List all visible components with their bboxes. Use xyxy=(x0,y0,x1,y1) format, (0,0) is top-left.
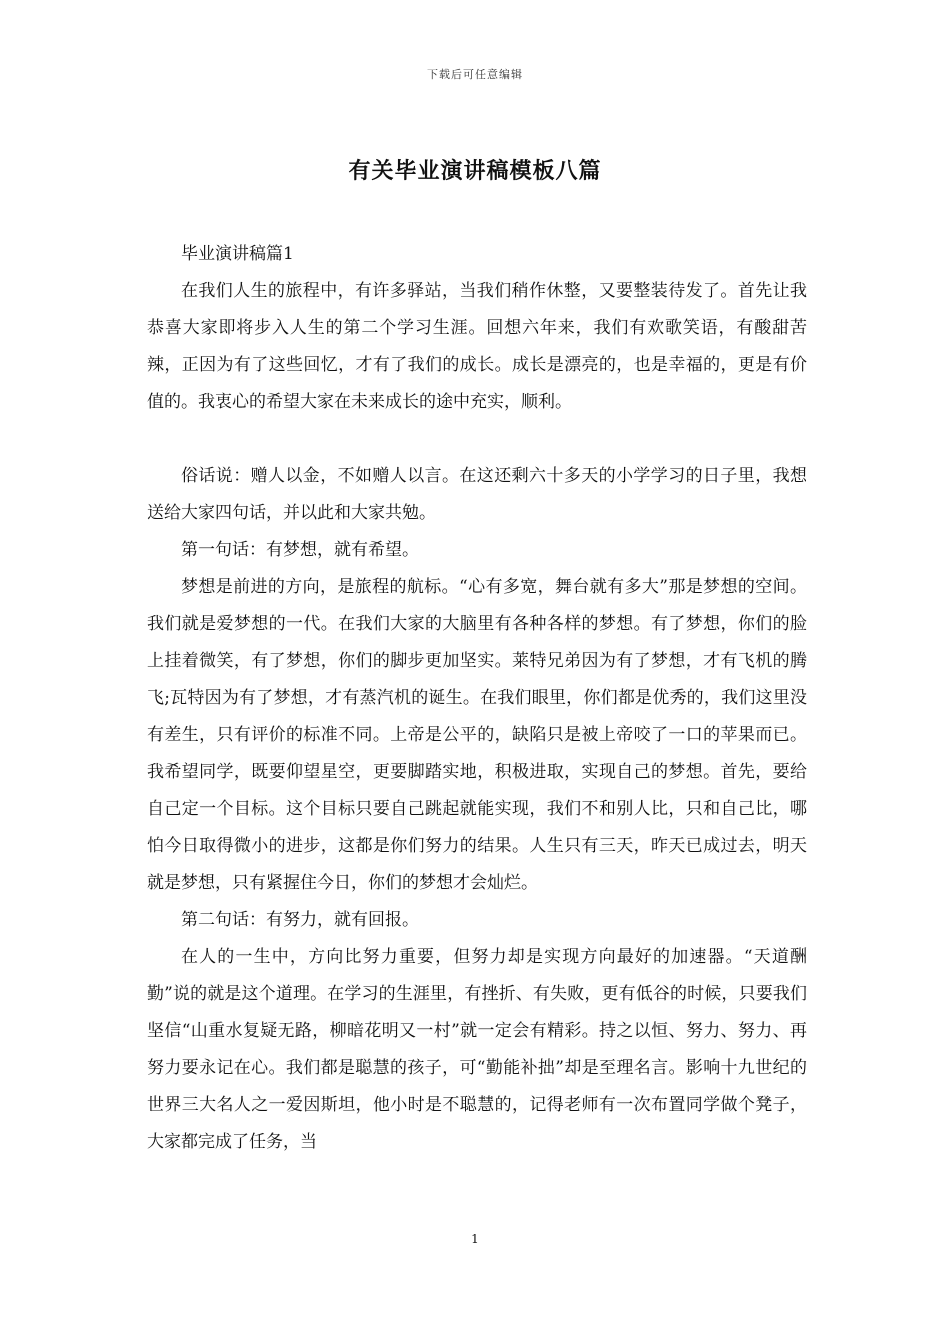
header-note: 下载后可任意编辑 xyxy=(427,68,523,81)
paragraph-dream: 梦想是前进的方向，是旅程的航标。“心有多宽，舞台就有多大”那是梦想的空间。我们就是爱梦想的一代。在我们大家的大脑里有各种各样的梦想。有了梦想，你们的脸上挂着微笑，有了梦想，你们的脚步更加坚实。莱特兄弟因为有了梦想，才有飞机的腾飞;瓦特因为有了梦想，才有蒸汽机的诞生。在我们眼里，你们都是优秀的，我们这里没有差生，只有评价的标准不同。上帝是公平的，缺陷只是被上帝咬了一口的苹果而已。我希望同学，既要仰望星空，更要脚踏实地，积极进取，实现自己的梦想。首先，要给自己定一个目标。这个目标只要自己跳起就能实现，我们不和别人比，只和自己比，哪怕今日取得微小的进步，这都是你们努力的结果。人生只有三天，昨天已成过去，明天就是梦想，只有紧握住今日，你们的梦想才会灿烂。 xyxy=(147,577,807,893)
page-number: 1 xyxy=(471,1232,479,1246)
point-two-heading: 第二句话：有努力，就有回报。 xyxy=(181,910,419,930)
document-body xyxy=(147,236,807,1161)
point-one-heading: 第一句话：有梦想，就有希望。 xyxy=(181,540,419,560)
section-heading: 毕业演讲稿篇1 xyxy=(181,244,294,264)
paragraph-opening: 在我们人生的旅程中，有许多驿站，当我们稍作休整，又要整装待发了。首先让我恭喜大家即将步入人生的第二个学习生涯。回想六年来，我们有欢歌笑语，有酸甜苦辣，正因为有了这些回忆，才有了我们的成长。成长是漂亮的，也是幸福的，更是有价值的。我衷心的希望大家在未来成长的途中充实，顺利。 xyxy=(147,281,807,412)
document-title: 有关毕业演讲稿模板八篇 xyxy=(348,158,602,184)
paragraph-effort: 在人的一生中，方向比努力重要，但努力却是实现方向最好的加速器。“天道酬勤”说的就是这个道理。在学习的生涯里，有挫折、有失败，更有低谷的时候，只要我们坚信“山重水复疑无路，柳暗花明又一村”就一定会有精彩。持之以恒、努力、努力、再努力要永记在心。我们都是聪慧的孩子，可“勤能补拙”却是至理名言。影响十九世纪的世界三大名人之一爱因斯坦，他小时是不聪慧的，记得老师有一次布置同学做个凳子，大家都完成了任务，当 xyxy=(147,947,807,1152)
paragraph-proverb: 俗话说：赠人以金，不如赠人以言。在这还剩六十多天的小学学习的日子里，我想送给大家四句话，并以此和大家共勉。 xyxy=(147,466,807,523)
